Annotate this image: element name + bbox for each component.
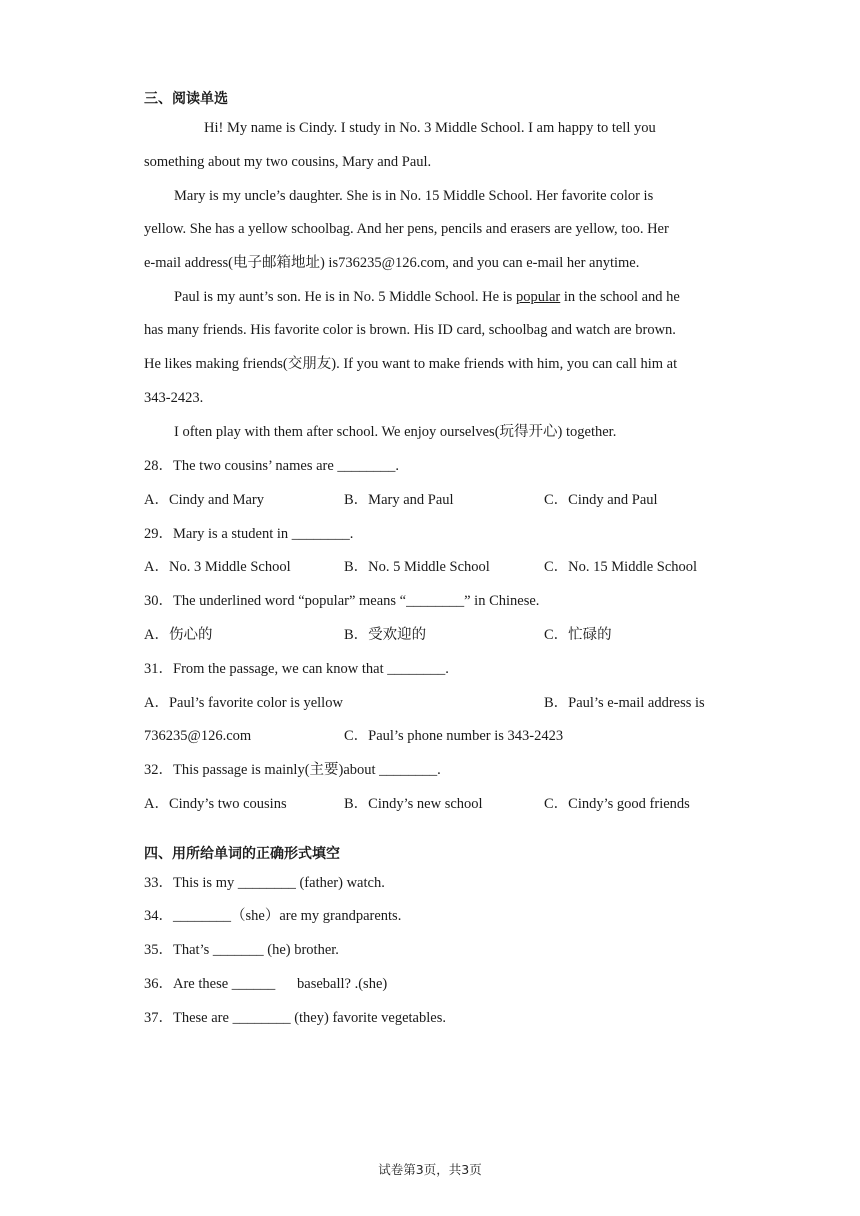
passage-line: e-mail address(电子邮箱地址) is736235@126.com, and you can e-mail her anytime. xyxy=(144,255,640,271)
section-4-title: 四、用所给单词的正确形式填空 xyxy=(144,846,340,862)
option-a: A．Cindy and Mary xyxy=(144,492,265,508)
underlined-word: popular xyxy=(515,289,561,305)
passage-line: has many friends. His favorite color is brown. His ID card, schoolbag and watch are brown. xyxy=(144,322,676,338)
passage-line: Mary is my uncle’s daughter. She is in No. 15 Middle School. Her favorite color is xyxy=(174,188,654,204)
passage-text: Paul is my aunt’s son. He is in No. 5 Middle School. He is xyxy=(174,289,516,305)
question-stem: 32．This passage is mainly(主要)about ________. xyxy=(144,762,441,778)
passage-line: 343-2423. xyxy=(144,390,204,406)
option-b: B．Paul’s e-mail address is xyxy=(544,695,705,711)
option-b: B．Cindy’s new school xyxy=(344,796,483,812)
option-c: C．忙碌的 xyxy=(544,627,612,643)
option-b-continued: 736235@126.com xyxy=(144,728,252,744)
passage-line: yellow. She has a yellow schoolbag. And her pens, pencils and erasers are yellow, too. Her xyxy=(144,221,669,237)
option-c: C．Cindy and Paul xyxy=(544,492,658,508)
question-stem: 29．Mary is a student in ________. xyxy=(144,526,354,542)
option-a: A．Cindy’s two cousins xyxy=(144,796,287,812)
passage-line: Hi! My name is Cindy. I study in No. 3 Middle School. I am happy to tell you xyxy=(204,120,656,136)
page-footer: 试卷第3页，共3页 xyxy=(378,1162,482,1177)
option-a: A．伤心的 xyxy=(144,627,213,643)
question-stem: 28．The two cousins’ names are ________. xyxy=(144,458,400,474)
option-a: A．No. 3 Middle School xyxy=(144,559,291,575)
passage-line: I often play with them after school. We enjoy ourselves(玩得开心) together. xyxy=(174,424,617,440)
option-c: C．No. 15 Middle School xyxy=(544,559,698,575)
fill-blank-item: 35．That’s _______ (he) brother. xyxy=(144,942,339,958)
option-b: B．No. 5 Middle School xyxy=(344,559,490,575)
fill-blank-item: 37．These are ________ (they) favorite vegetables. xyxy=(144,1010,446,1026)
question-stem: 31．From the passage, we can know that ________. xyxy=(144,661,449,677)
option-b: B．Mary and Paul xyxy=(344,492,454,508)
option-c: C．Paul’s phone number is 343-2423 xyxy=(344,728,564,744)
question-stem: 30．The underlined word “popular” means “________” in Chinese. xyxy=(144,593,540,609)
passage-line: something about my two cousins, Mary and Paul. xyxy=(144,154,432,170)
passage-text: in the school and he xyxy=(560,289,680,305)
fill-blank-item: 34．________（she）are my grandparents. xyxy=(144,908,402,924)
option-b: B．受欢迎的 xyxy=(344,627,427,643)
passage-line: He likes making friends(交朋友). If you want to make friends with him, you can call him at xyxy=(144,356,678,372)
option-a: A．Paul’s favorite color is yellow xyxy=(144,695,343,711)
option-c: C．Cindy’s good friends xyxy=(544,796,690,812)
fill-blank-item: 36．Are these ______ baseball? .(she) xyxy=(144,976,388,992)
fill-blank-item: 33．This is my ________ (father) watch. xyxy=(144,875,385,891)
passage-line xyxy=(144,287,680,307)
section-3-title: 三、阅读单选 xyxy=(144,91,228,107)
